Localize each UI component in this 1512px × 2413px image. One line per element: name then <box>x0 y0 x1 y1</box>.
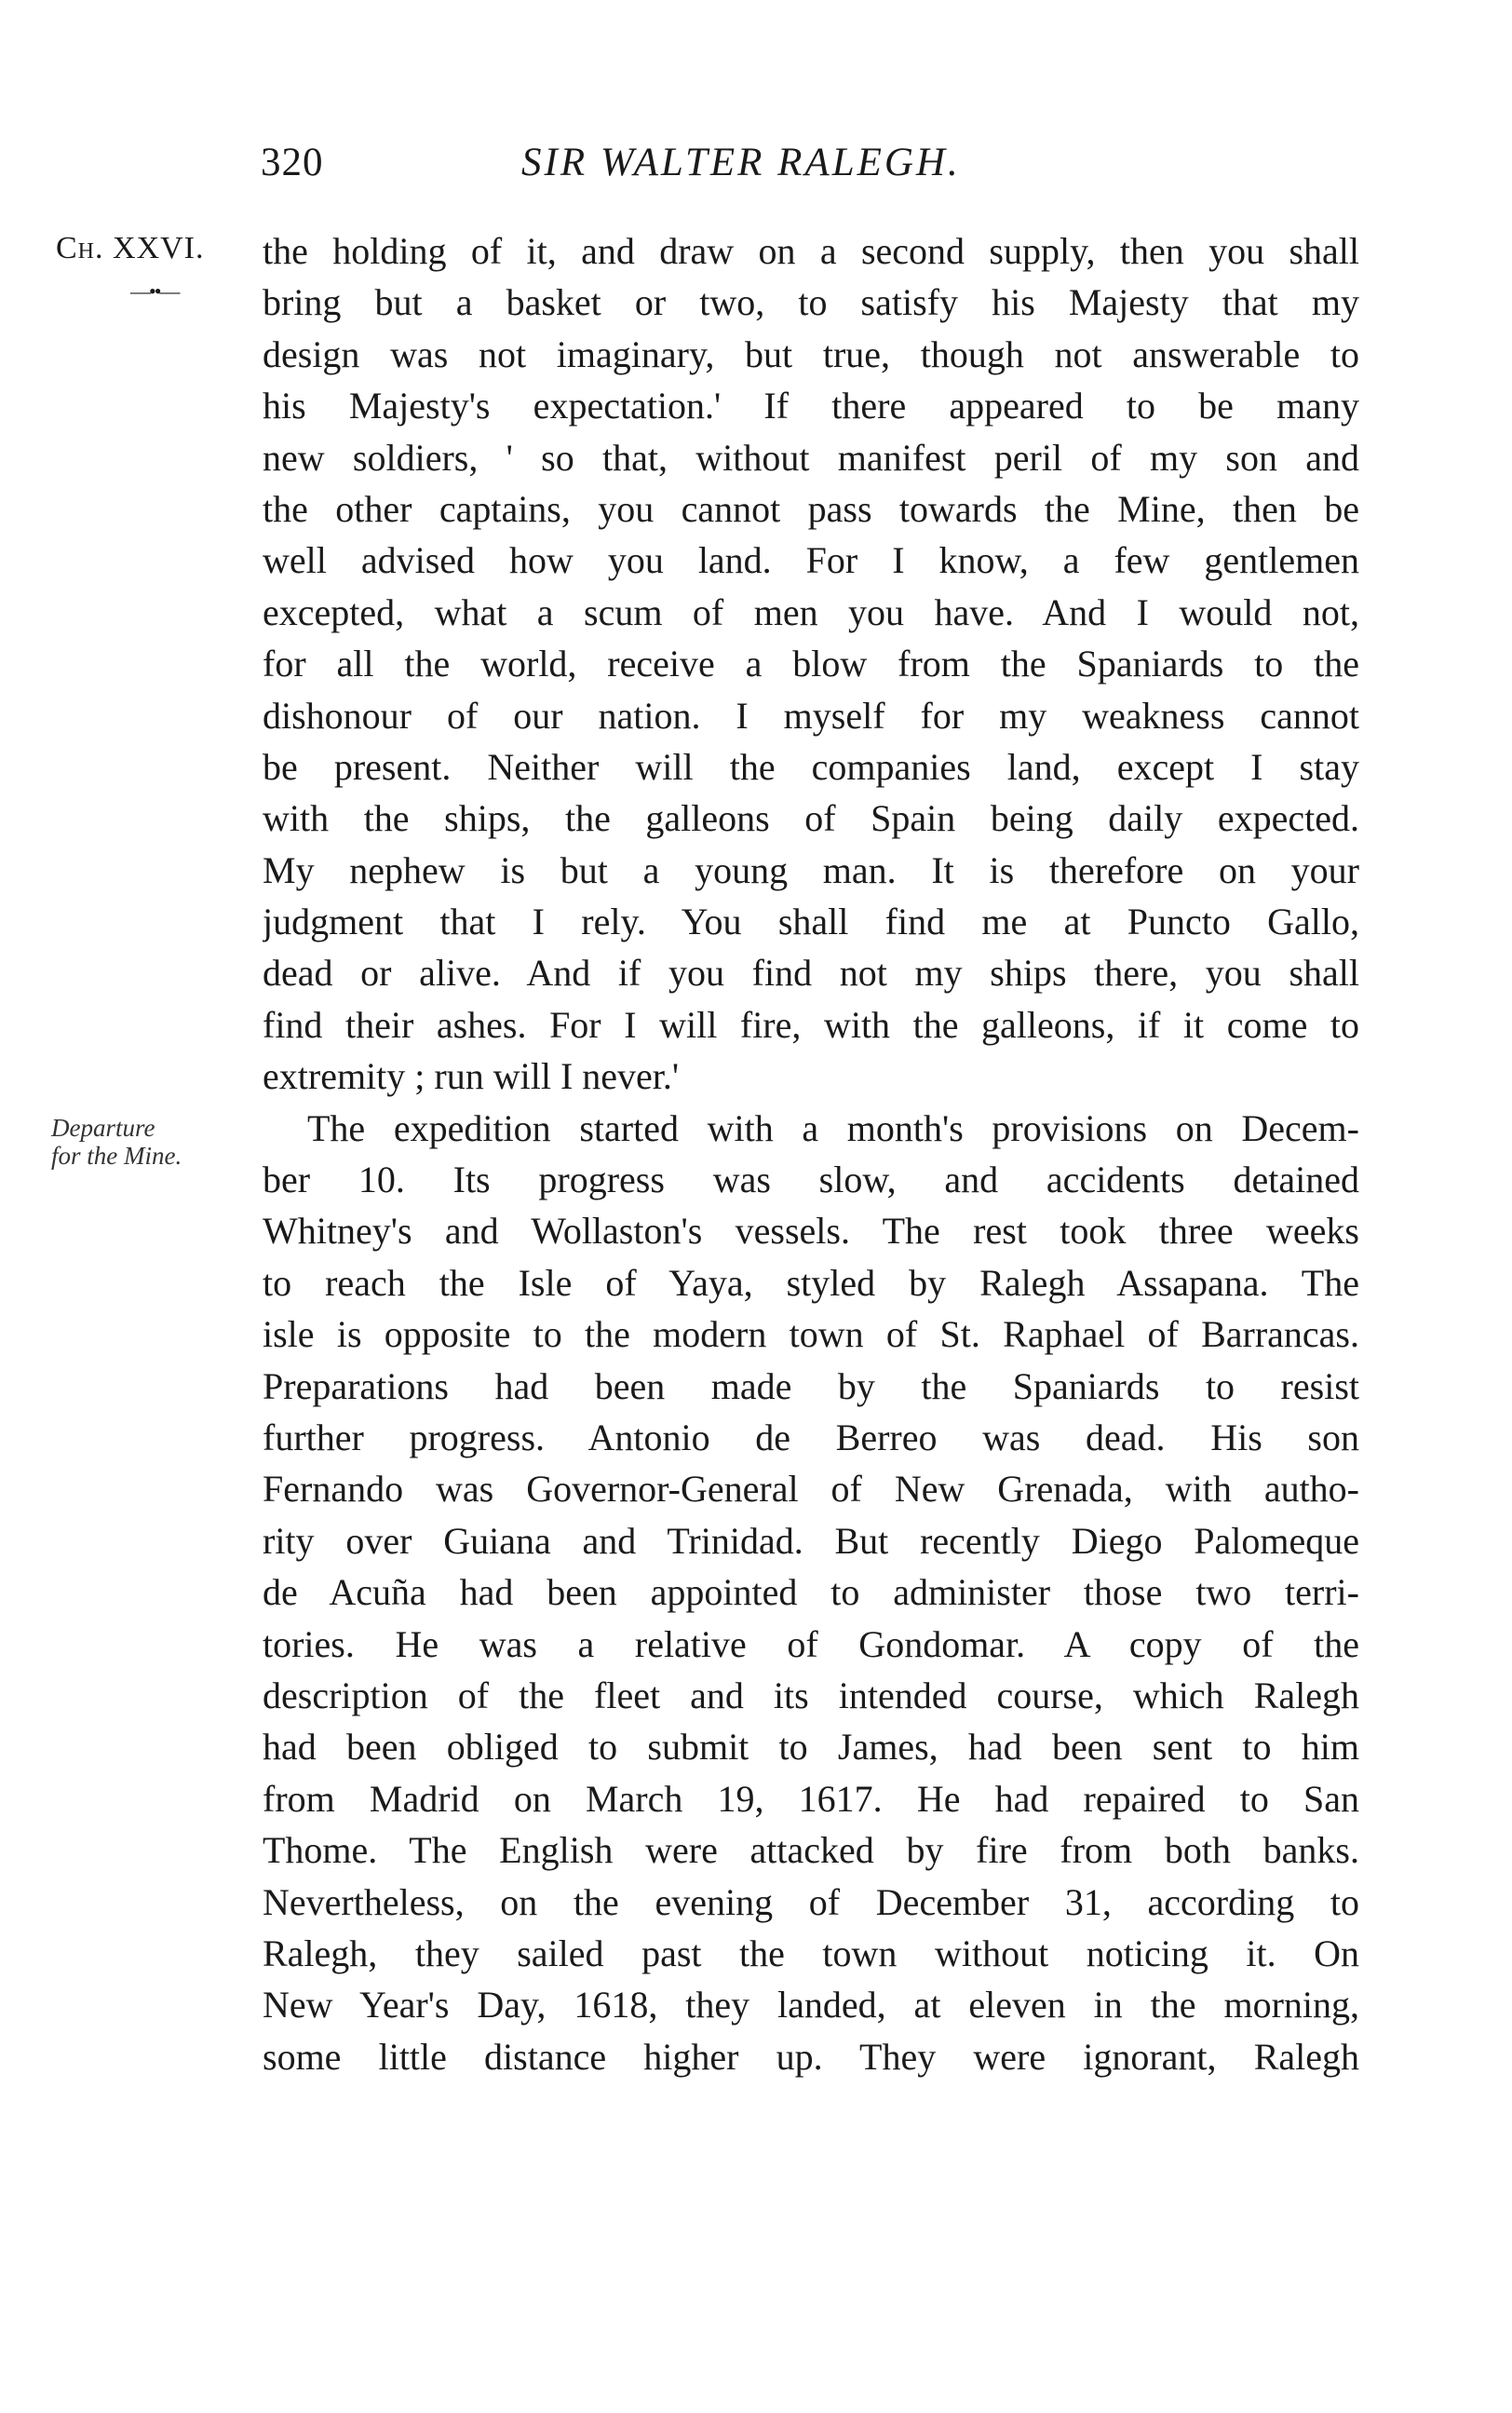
text-line: new soldiers, ' so that, without manifest peril of my son and <box>263 436 1359 479</box>
text-line: tories. He was a relative of Gondomar. A copy of the <box>263 1622 1359 1665</box>
text-line: with the ships, the galleons of Spain being daily expected. <box>263 797 1359 840</box>
text-line: extremity ; run will I never.' <box>263 1055 680 1098</box>
running-title: SIR WALTER RALEGH. <box>521 141 961 184</box>
text-line: The expedition started with a month's provisions on Decem- <box>307 1106 1359 1149</box>
text-line: from Madrid on March 19, 1617. He had repaired to San <box>263 1777 1359 1820</box>
text-line: Nevertheless, on the evening of December 31, according to <box>263 1880 1359 1923</box>
text-line: some little distance higher up. They were ignorant, Ralegh <box>263 2035 1359 2078</box>
body-text <box>263 225 1359 2082</box>
text-line: the holding of it, and draw on a second supply, then you shall <box>263 230 1359 272</box>
text-line: to reach the Isle of Yaya, styled by Ralegh Assapana. The <box>263 1261 1359 1304</box>
sidenote-line: for the Mine. <box>51 1142 182 1170</box>
text-line: Fernando was Governor-General of New Grenada, with autho- <box>263 1468 1359 1511</box>
text-line: New Year's Day, 1618, they landed, at eleven in the morning, <box>263 1984 1359 2027</box>
text-line: rity over Guiana and Trinidad. But recently Diego Palomeque <box>263 1519 1359 1562</box>
text-line: Ralegh, they sailed past the town without noticing it. On <box>263 1932 1359 1974</box>
text-line: design was not imaginary, but true, though not answerable to <box>263 332 1359 375</box>
text-line: Thome. The English were attacked by fire from both banks. <box>263 1829 1359 1872</box>
text-line: find their ashes. For I will fire, with the galleons, if it come to <box>263 1003 1359 1046</box>
text-line: Whitney's and Wollaston's vessels. The rest took three weeks <box>263 1210 1359 1253</box>
text-line: bring but a basket or two, to satisfy his Majesty that my <box>263 281 1359 324</box>
text-line: further progress. Antonio de Berreo was dead. His son <box>263 1416 1359 1458</box>
text-line: description of the fleet and its intended course, which Ralegh <box>263 1674 1359 1716</box>
text-line: dead or alive. And if you find not my ships there, you shall <box>263 952 1359 995</box>
text-line: for all the world, receive a blow from the Spaniards to the <box>263 643 1359 685</box>
text-line: excepted, what a scum of men you have. And I would not, <box>263 590 1359 633</box>
margin-sidenote <box>51 1114 265 1170</box>
chapter-marker: Ch. XXVI. <box>56 231 205 265</box>
text-line: My nephew is but a young man. It is therefore on your <box>263 848 1359 891</box>
text-line: dishonour of our nation. I myself for my weakness cannot <box>263 694 1359 737</box>
text-line: the other captains, you cannot pass towards the Mine, then be <box>263 487 1359 530</box>
text-line: be present. Neither will the companies land, except I stay <box>263 745 1359 788</box>
text-line: had been obliged to submit to James, had been sent to him <box>263 1726 1359 1769</box>
page-number: 320 <box>261 141 324 184</box>
paragraph-expedition <box>263 1103 1359 2082</box>
text-line: ber 10. Its progress was slow, and accidents detained <box>263 1159 1359 1201</box>
ornament-rule: —••— <box>130 279 179 303</box>
text-line: isle is opposite to the modern town of St. Raphael of Barrancas. <box>263 1313 1359 1356</box>
text-line: Preparations had been made by the Spaniards to resist <box>263 1364 1359 1407</box>
text-line: well advised how you land. For I know, a few gentlemen <box>263 539 1359 582</box>
text-line: judgment that I rely. You shall find me at Puncto Gallo, <box>263 901 1359 943</box>
sidenote-line: Departure <box>51 1114 155 1142</box>
text-line: de Acuña had been appointed to administer those two terri- <box>263 1571 1359 1614</box>
text-line: his Majesty's expectation.' If there appeared to be many <box>263 385 1359 427</box>
paragraph-quote <box>263 225 1359 1103</box>
